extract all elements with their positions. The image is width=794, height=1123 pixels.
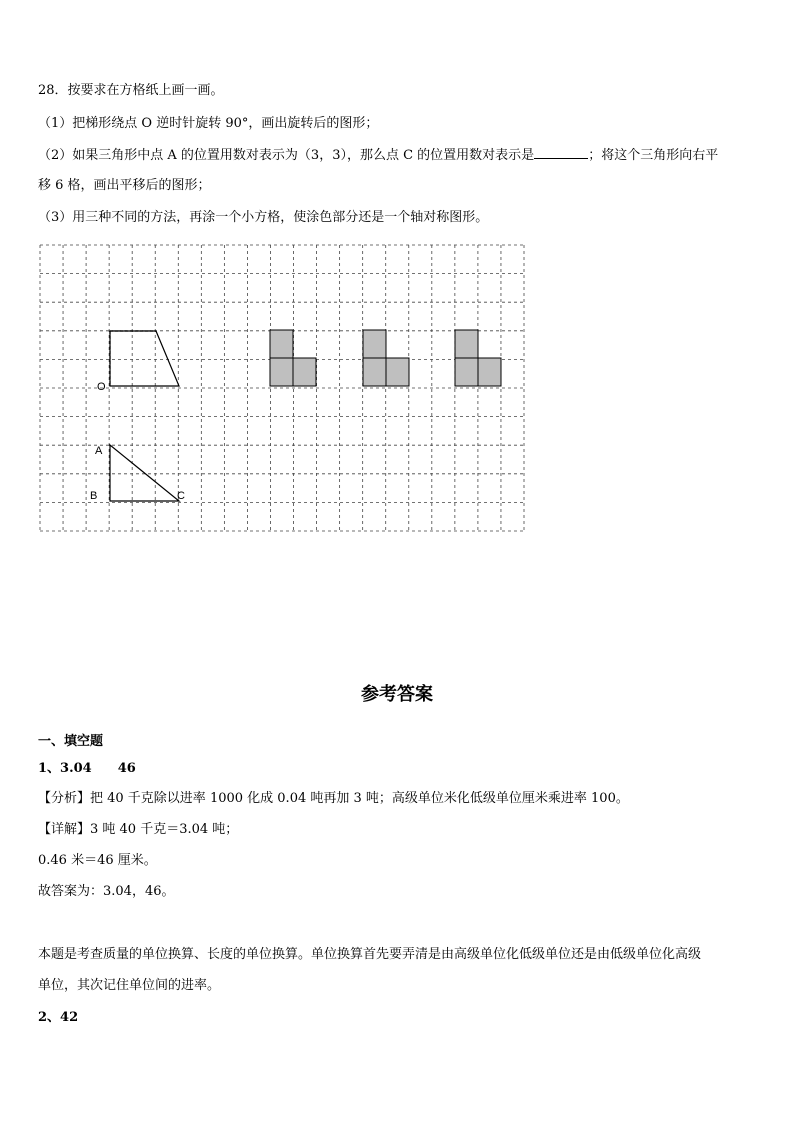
answer-analysis: 【分析】把 40 千克除以进率 1000 化成 0.04 吨再加 3 吨；高级单位米化低级单位厘米乘进率 100。 <box>38 791 629 806</box>
answer-comment-2: 单位，其次记住单位间的进率。 <box>38 978 221 993</box>
answer-item-2: 2、42 <box>38 1010 79 1025</box>
answer-detail-2: 0.46 米＝46 厘米。 <box>38 853 157 868</box>
question-part2 <box>38 146 718 165</box>
point-b-label: B <box>90 490 98 502</box>
triangle-abc <box>110 445 179 501</box>
answer-blank[interactable] <box>534 146 588 159</box>
answer-section: 一、填空题 <box>38 734 104 749</box>
question-part1: （1）把梯形绕点 O 逆时针旋转 90°，画出旋转后的图形； <box>38 116 379 131</box>
question-part3: （3）用三种不同的方法，再涂一个小方格，使涂色部分还是一个轴对称图形。 <box>38 210 489 225</box>
answer-comment-1: 本题是考查质量的单位换算、长度的单位换算。单位换算首先要弄清是由高级单位化低级单位还是由低级单位化高级 <box>38 947 702 962</box>
question-title: 28．按要求在方格纸上画一画。 <box>38 83 224 98</box>
shaded-shape-3 <box>455 330 501 386</box>
point-a-label: A <box>95 445 103 457</box>
answer-heading: 参考答案 <box>361 684 433 705</box>
trapezoid <box>110 331 179 386</box>
point-o-label: O <box>97 381 106 393</box>
shaded-shape-1 <box>270 330 316 386</box>
shaded-shape-2 <box>363 330 409 386</box>
grid-paper <box>38 243 528 535</box>
answer-conclusion: 故答案为：3.04，46。 <box>38 884 175 899</box>
point-c-label: C <box>177 490 185 502</box>
question-part2-text-b: ；将这个三角形向右平 <box>588 148 719 163</box>
answer-detail: 【详解】3 吨 40 千克＝3.04 吨； <box>38 822 239 837</box>
grid-lines <box>40 245 524 531</box>
question-part2-text-a: （2）如果三角形中点 A 的位置用数对表示为（3，3），那么点 C 的位置用数对表示是 <box>38 148 535 163</box>
answer-item-1: 1、3.04 46 <box>38 761 136 776</box>
question-part2-continued: 移 6 格，画出平移后的图形； <box>38 178 211 193</box>
